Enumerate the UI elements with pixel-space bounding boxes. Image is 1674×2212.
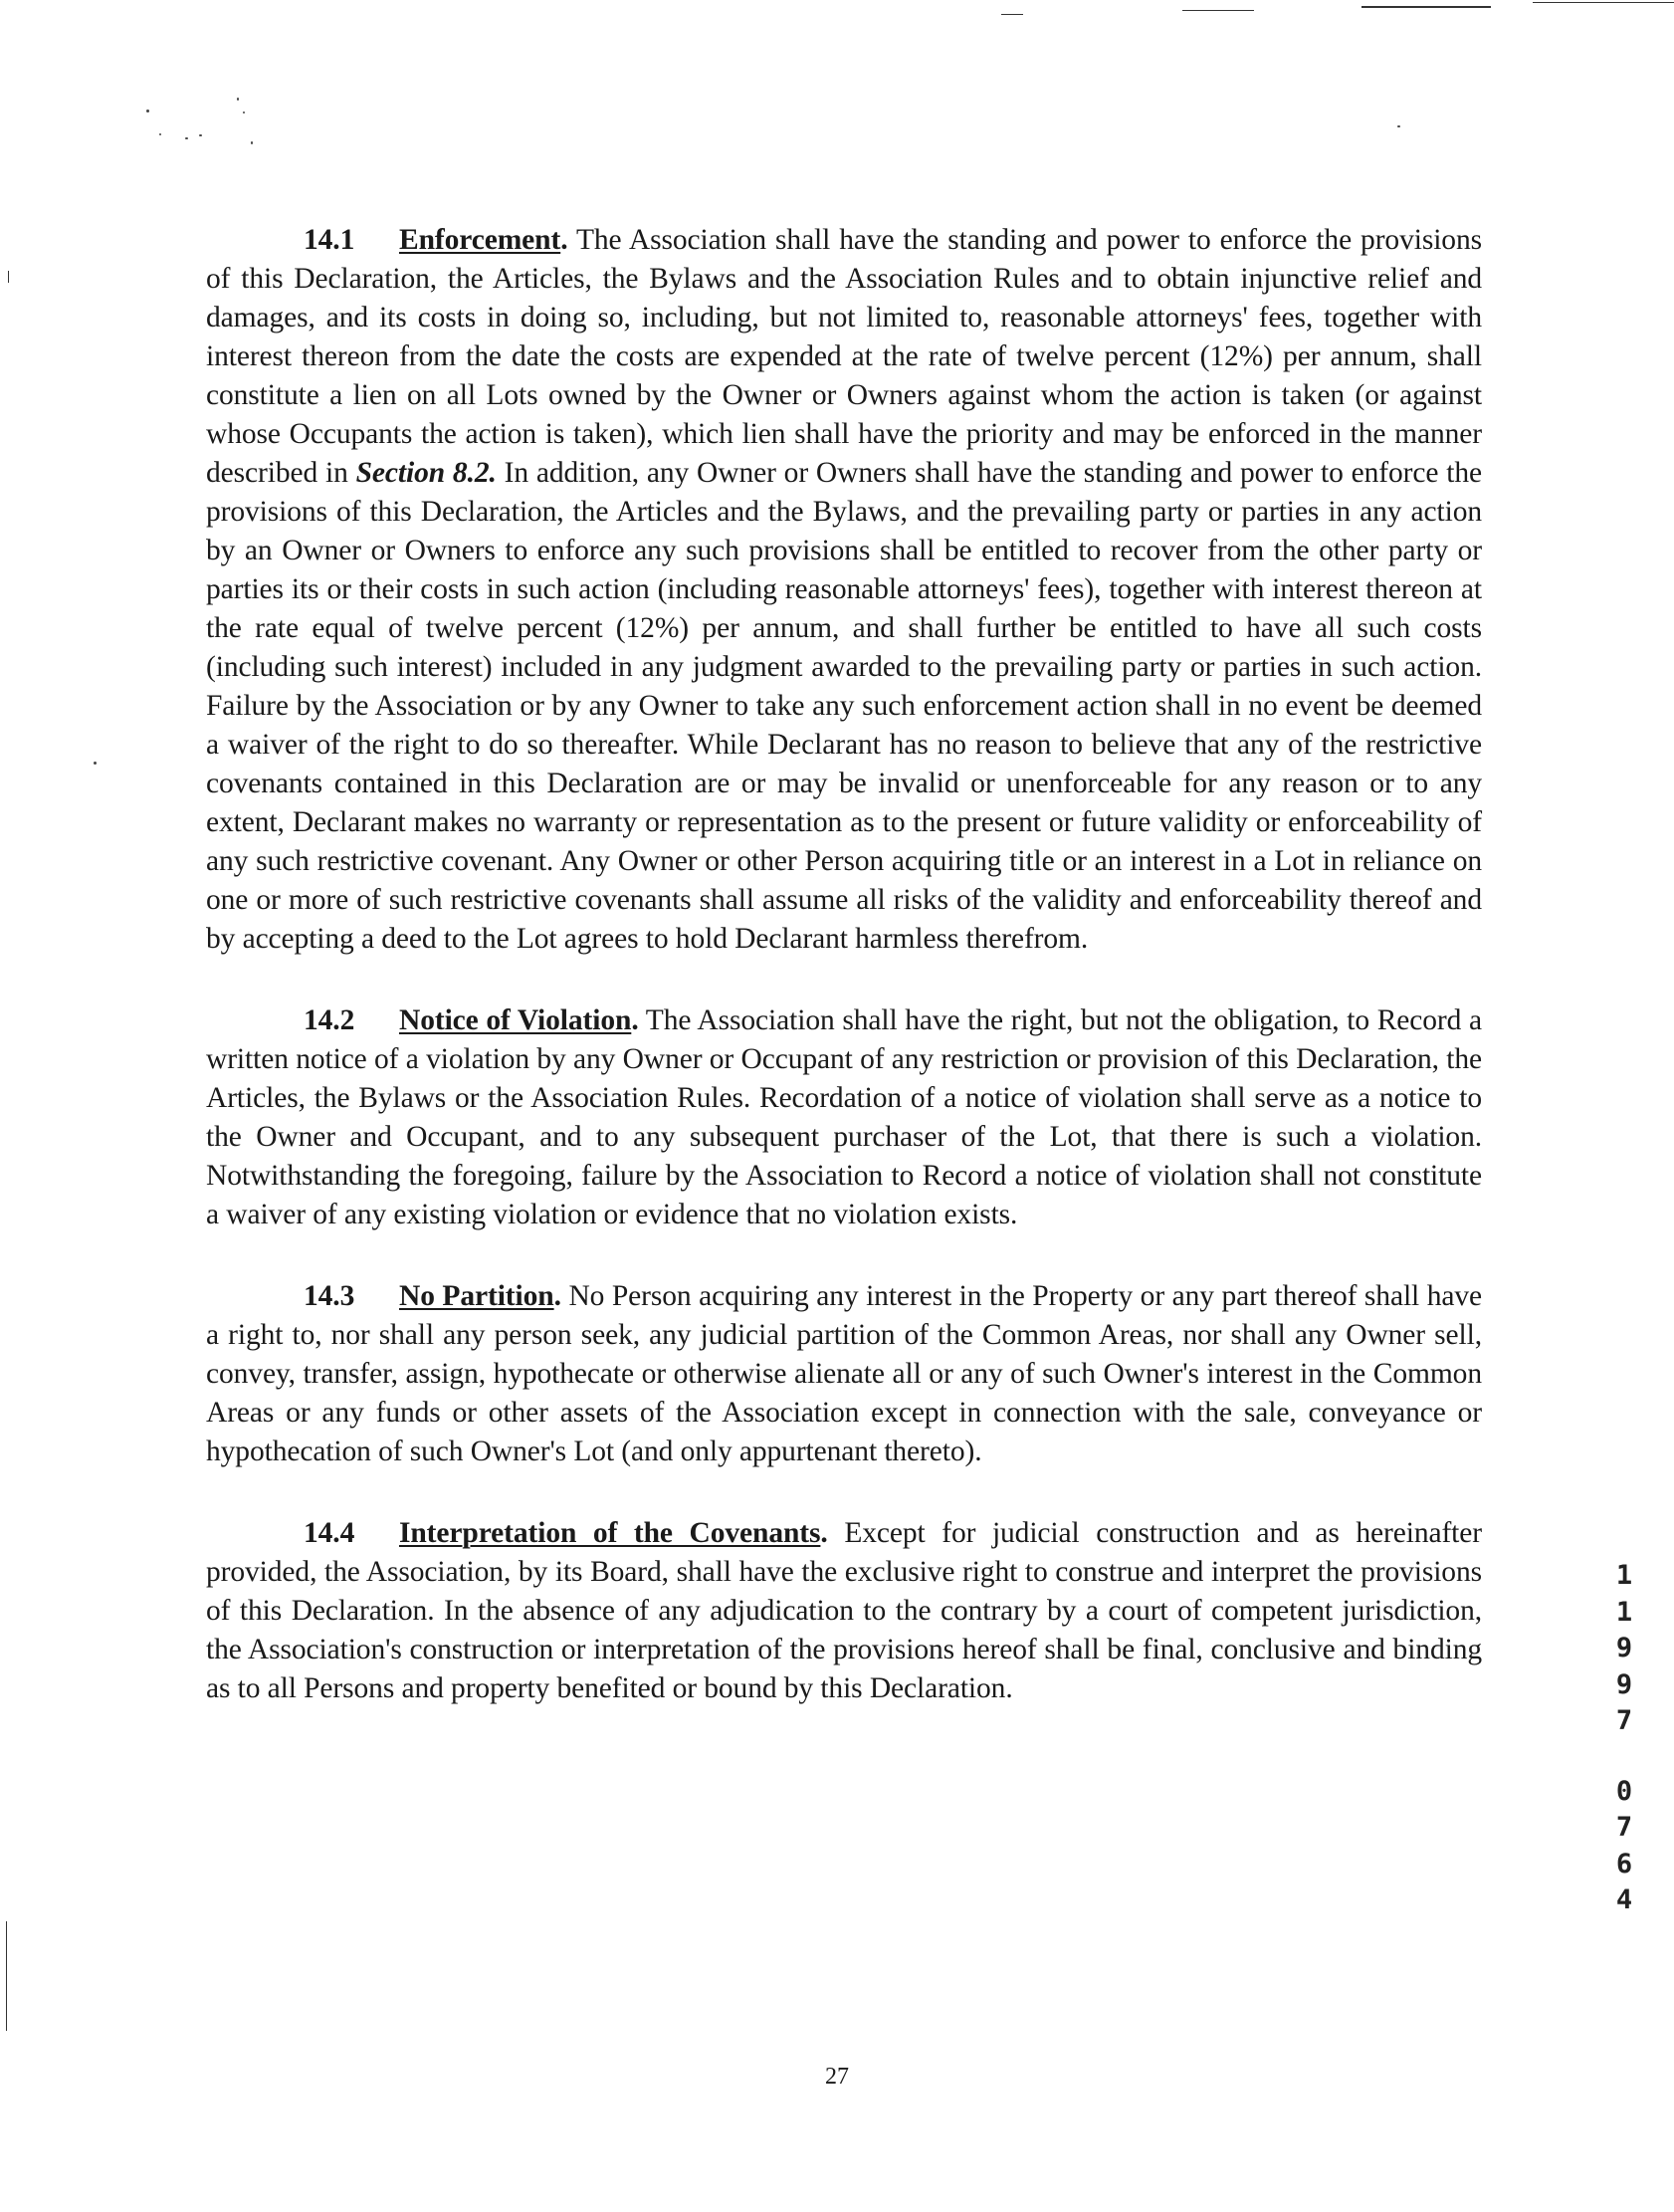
scan-artifact-speck <box>199 134 202 136</box>
stamp-digit: 6 <box>1615 1848 1633 1880</box>
section-title-period: . <box>553 1280 561 1312</box>
stamp-digit: 1 <box>1615 1560 1633 1591</box>
scan-artifact-speck <box>243 111 245 113</box>
scan-artifact-speck <box>237 98 239 101</box>
scan-artifact-speck <box>94 762 97 765</box>
scan-artifact-speck <box>146 110 149 112</box>
section-reference: Section 8.2. <box>355 457 497 489</box>
section-body: In addition, any Owner or Owners shall have the standing and power to enforce the provisions of this Declaration, the Articles and the Bylaws, and the prevailing party or parties in any action by an Owner or Owners to enforce any such provisions shall be entitled to recover from the other party or parties its or their costs in such action (including reasonable attorneys' fees), together with interest thereon at the rate equal of twelve percent (12%) per annum, and shall further be entitled to have all such costs (including such interest) included in any judgment awarded to the prevailing party or parties in such action. Failure by the Association or by any Owner to take any such enforcement action shall in no event be deemed a waiver of the right to do so thereafter. While Declarant has no reason to believe that any of the restrictive covenants contained in this Declaration are or may be invalid or unenforceable for any reason or to any extent, Declarant makes no warranty or representation as to the present or future validity or enforceability of any such restrictive covenant. Any Owner or other Person acquiring title or an interest in a Lot in reliance on one or more of such restrictive covenants shall assume all risks of the validity and enforceability thereof and by accepting a deed to the Lot agrees to hold Declarant harmless therefrom. <box>206 457 1482 955</box>
section-title: Interpretation of the Covenants <box>399 1517 821 1549</box>
scan-artifact-line <box>6 1921 7 2031</box>
scan-artifact-line <box>1001 14 1023 15</box>
scan-artifact-line <box>1361 6 1491 8</box>
stamp-digit: 9 <box>1615 1633 1633 1663</box>
scan-artifact-line <box>8 271 9 283</box>
document-body <box>206 221 1482 1751</box>
stamp-digit: 0 <box>1615 1775 1633 1807</box>
section-title-period: . <box>560 224 568 256</box>
scan-artifact-speck <box>251 141 253 144</box>
section-14-2 <box>206 1001 1482 1234</box>
section-title: Enforcement <box>399 224 561 256</box>
section-title-period: . <box>820 1517 828 1549</box>
stamp-gap <box>1610 1740 1638 1774</box>
section-number: 14.4 <box>304 1517 355 1549</box>
section-number: 14.2 <box>304 1004 355 1036</box>
section-title-period: . <box>631 1004 639 1036</box>
scan-artifact-line <box>1182 10 1254 11</box>
stamp-digit: 4 <box>1615 1884 1633 1915</box>
page-number: 27 <box>825 2064 849 2090</box>
section-14-4 <box>206 1514 1482 1708</box>
section-body: No Person acquiring any interest in the Property or any part thereof shall have a right to, nor shall any person seek, any judicial partition of the Common Areas, nor shall any Owner sell, convey, transfer, assign, hypothecate or otherwise alienate all or any of such Owner's interest in the Common Areas or any funds or other assets of the Association except in connection with the sale, conveyance or hypothecation of such Owner's Lot (and only appurtenant thereto). <box>206 1280 1482 1467</box>
stamp-digit: 7 <box>1615 1705 1633 1736</box>
scan-artifact-speck <box>1397 125 1400 127</box>
section-14-3 <box>206 1277 1482 1471</box>
section-title: Notice of Violation <box>399 1004 632 1036</box>
stamp-digit: 7 <box>1615 1812 1633 1843</box>
section-body: The Association shall have the right, but not the obligation, to Record a written notice of a violation by any Owner or Occupant of any restriction or provision of this Declaration, the Articles, the Bylaws or the Association Rules. Recordation of a notice of violation shall serve as a notice to the Owner and Occupant, and to any subsequent purchaser of the Lot, that there is such a violation. Notwithstanding the foregoing, failure by the Association to Record a notice of violation shall not constitute a waiver of any existing violation or evidence that no violation exists. <box>206 1004 1482 1230</box>
section-title: No Partition <box>399 1280 554 1312</box>
stamp-digit: 9 <box>1615 1668 1633 1700</box>
section-number: 14.1 <box>304 224 355 256</box>
stamp-digit: 1 <box>1615 1596 1633 1628</box>
section-number: 14.3 <box>304 1280 355 1312</box>
section-body: Except for judicial construction and as hereinafter provided, the Association, by its Board, shall have the exclusive right to construe and interpret the provisions of this Declaration. In the absence of any adjudication to the contrary by a court of competent jurisdiction, the Association's construction or interpretation of the provisions hereof shall be final, conclusive and binding as to all Persons and property benefited or bound by this Declaration. <box>206 1517 1482 1704</box>
scan-artifact-speck <box>159 133 161 135</box>
section-14-1 <box>206 221 1482 959</box>
scan-artifact-line <box>1533 2 1674 3</box>
recording-stamp <box>1610 1558 1638 1919</box>
scan-artifact-speck <box>185 137 188 139</box>
section-body: The Association shall have the standing and power to enforce the provisions of this Declaration, the Articles, the Bylaws and the Association Rules and to obtain injunctive relief and damages, and its costs in doing so, including, but not limited to, reasonable attorneys' fees, together with interest thereon from the date the costs are expended at the rate of twelve percent (12%) per annum, shall constitute a lien on all Lots owned by the Owner or Owners against whom the action is taken (or against whose Occupants the action is taken), which lien shall have the priority and may be enforced in the manner described in <box>206 224 1482 489</box>
